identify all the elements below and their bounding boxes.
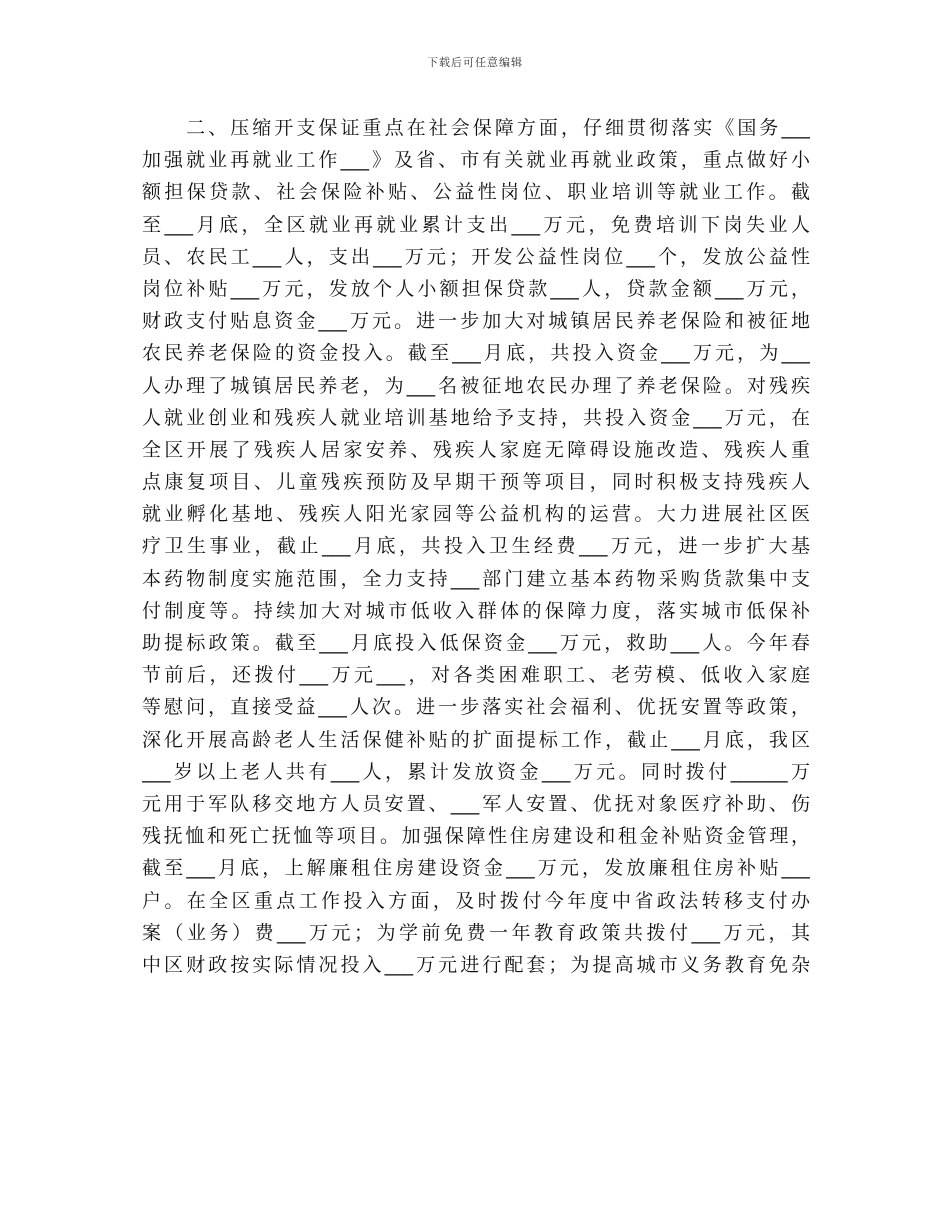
- text-line: 人就业创业和残疾人就业培训基地给予支持，共投入资金___万元，在: [142, 406, 810, 429]
- text-line: 点康复项目、儿童残疾预防及早期干预等项目，同时积极支持残疾人: [142, 471, 810, 494]
- text-line: ___岁以上老人共有___人，累计发放资金___万元。同时拨付______万: [142, 760, 810, 783]
- text-line: 就业孵化基地、残疾人阳光家园等公益机构的运营。大力进展社区医: [142, 503, 810, 526]
- text-line: 农民养老保险的资金投入。截至___月底，共投入资金___万元，为___: [142, 342, 810, 365]
- text-line: 额担保贷款、社会保险补贴、公益性岗位、职业培训等就业工作。截: [142, 181, 810, 204]
- text-line: 加强就业再就业工作___》及省、市有关就业再就业政策，重点做好小: [142, 149, 810, 172]
- text-line: 付制度等。持续加大对城市低收入群体的保障力度，落实城市低保补: [142, 599, 810, 622]
- body-paragraph: [142, 112, 810, 981]
- text-line: 助提标政策。截至___月底投入低保资金___万元，救助___人。今年春: [142, 632, 810, 654]
- text-line: 财政支付贴息资金___万元。进一步加大对城镇居民养老保险和被征地: [142, 310, 810, 333]
- text-line: 人办理了城镇居民养老，为___名被征地农民办理了养老保险。对残疾: [142, 374, 810, 397]
- text-line: 岗位补贴___万元，发放个人小额担保贷款___人，贷款金额___万元，: [142, 277, 810, 300]
- text-line: 案（业务）费___万元；为学前免费一年教育政策共拨付___万元，其: [142, 921, 810, 944]
- text-line: 二、压缩开支保证重点在社会保障方面，仔细贯彻落实《国务___: [142, 117, 810, 139]
- text-line: 元用于军队移交地方人员安置、___军人安置、优抚对象医疗补助、伤: [142, 792, 810, 815]
- text-line: 户。在全区重点工作投入方面，及时拨付今年度中省政法转移支付办: [142, 889, 810, 912]
- page-header-note: 下载后可任意编辑: [427, 56, 523, 69]
- text-line: 至___月底，全区就业再就业累计支出___万元，免费培训下岗失业人: [142, 213, 810, 236]
- text-line: 节前后，还拨付___万元___，对各类困难职工、老劳模、低收入家庭: [142, 664, 810, 687]
- text-line: 员、农民工___人，支出___万元；开发公益性岗位___个，发放公益性: [142, 245, 810, 268]
- text-line: 深化开展高龄老人生活保健补贴的扩面提标工作，截止___月底，我区: [142, 728, 810, 751]
- text-line: 残抚恤和死亡抚恤等项目。加强保障性住房建设和租金补贴资金管理，: [142, 825, 810, 848]
- text-line: 等慰问，直接受益___人次。进一步落实社会福利、优抚安置等政策，: [142, 696, 810, 719]
- text-line: 中区财政按实际情况投入___万元进行配套；为提高城市义务教育免杂: [142, 953, 810, 976]
- text-line: 全区开展了残疾人居家安养、残疾人家庭无障碍设施改造、残疾人重: [142, 438, 810, 461]
- text-line: 疗卫生事业，截止___月底，共投入卫生经费___万元，进一步扩大基: [142, 535, 810, 558]
- text-line: 截至___月底，上解廉租住房建设资金___万元，发放廉租住房补贴___: [142, 857, 810, 880]
- text-line: 本药物制度实施范围，全力支持___部门建立基本药物采购货款集中支: [142, 567, 810, 590]
